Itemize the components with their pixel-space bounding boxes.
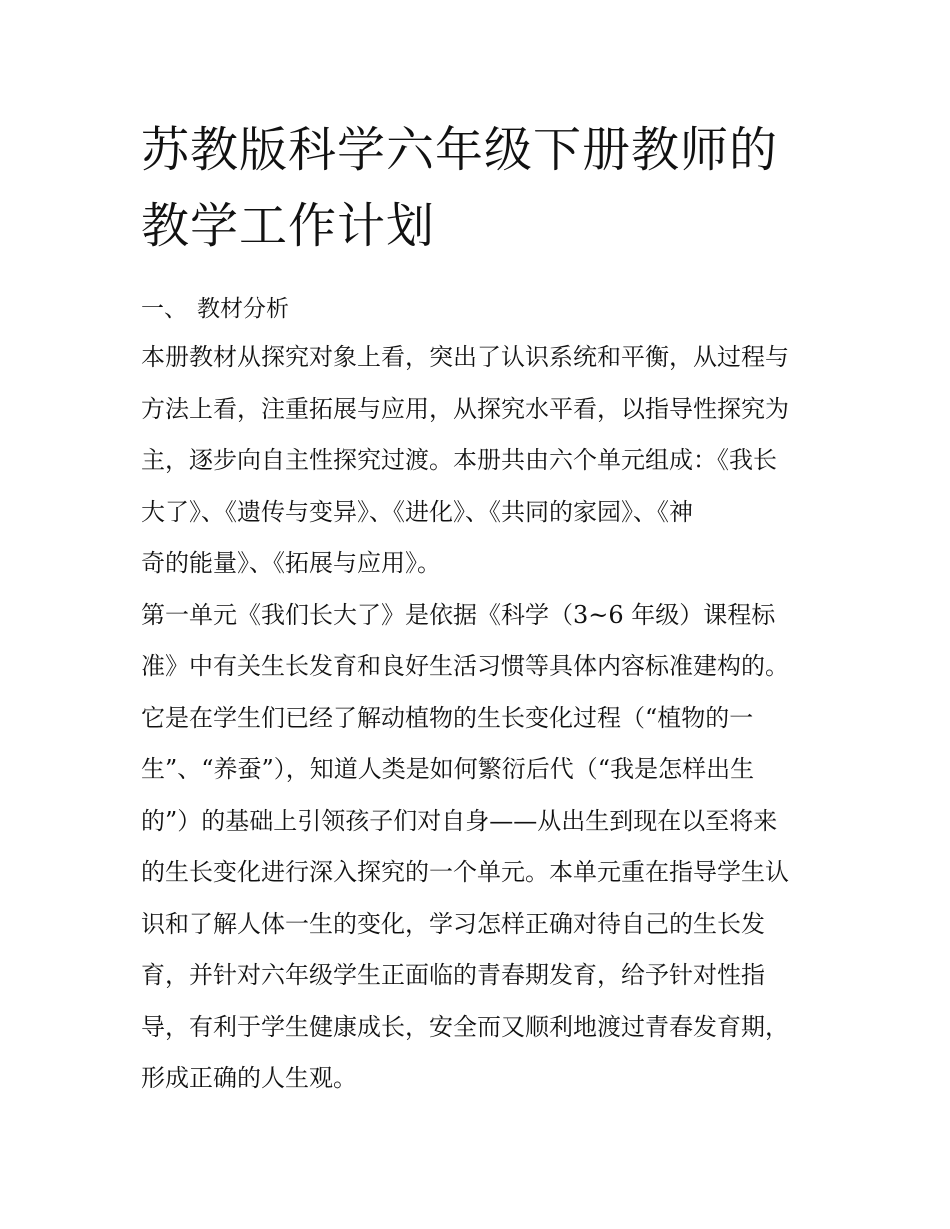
- paragraph-line: 的生长变化进行深入探究的一个单元。本单元重在指导学生认: [141, 858, 789, 886]
- paragraph-line: 本册教材从探究对象上看，突出了认识系统和平衡，从过程与: [141, 343, 789, 371]
- title-line: 苏教版科学六年级下册教师的: [141, 122, 779, 178]
- paragraph-line: 育，并针对六年级学生正面临的青春期发育，给予针对性指: [141, 961, 765, 989]
- paragraph-line: 大了》、《遗传与变异》、《进化》、《共同的家园》、《神: [141, 497, 693, 526]
- title-line: 教学工作计划: [141, 198, 436, 254]
- paragraph-line: 奇的能量》、《拓展与应用》。: [141, 549, 441, 577]
- section-number: 一、: [141, 296, 187, 322]
- paragraph-line: 方法上看，注重拓展与应用，从探究水平看，以指导性探究为: [141, 394, 789, 423]
- paragraph-line: 主，逐步向自主性探究过渡。本册共由六个单元组成：《我长: [141, 446, 777, 474]
- document-title: [141, 112, 813, 264]
- paragraph-line: 形成正确的人生观。: [141, 1064, 357, 1092]
- paragraph-line: 识和了解人体一生的变化，学习怎样正确对待自己的生长发: [141, 909, 765, 938]
- paragraph-line: 第一单元《我们长大了》是依据《科学（3~6 年级）课程标: [141, 600, 776, 629]
- paragraph-unit-one: [141, 590, 813, 1105]
- paragraph-line: 导，有利于学生健康成长，安全而又顺利地渡过青春发育期，: [141, 1012, 789, 1041]
- paragraph-line: 准》中有关生长发育和良好生活习惯等具体内容标准建构的。: [141, 652, 789, 680]
- paragraph-intro: [141, 332, 813, 590]
- section-heading-text: 教材分析: [197, 296, 289, 322]
- document-page: [141, 112, 813, 1105]
- paragraph-line: 的”）的基础上引领孩子们对自身——从出生到现在以至将来: [141, 806, 778, 835]
- paragraph-line: 生”、“养蚕”），知道人类是如何繁衍后代（“我是怎样出生: [141, 755, 755, 783]
- paragraph-line: 它是在学生们已经了解动植物的生长变化过程（“植物的一: [141, 703, 754, 732]
- section-heading: [141, 294, 813, 324]
